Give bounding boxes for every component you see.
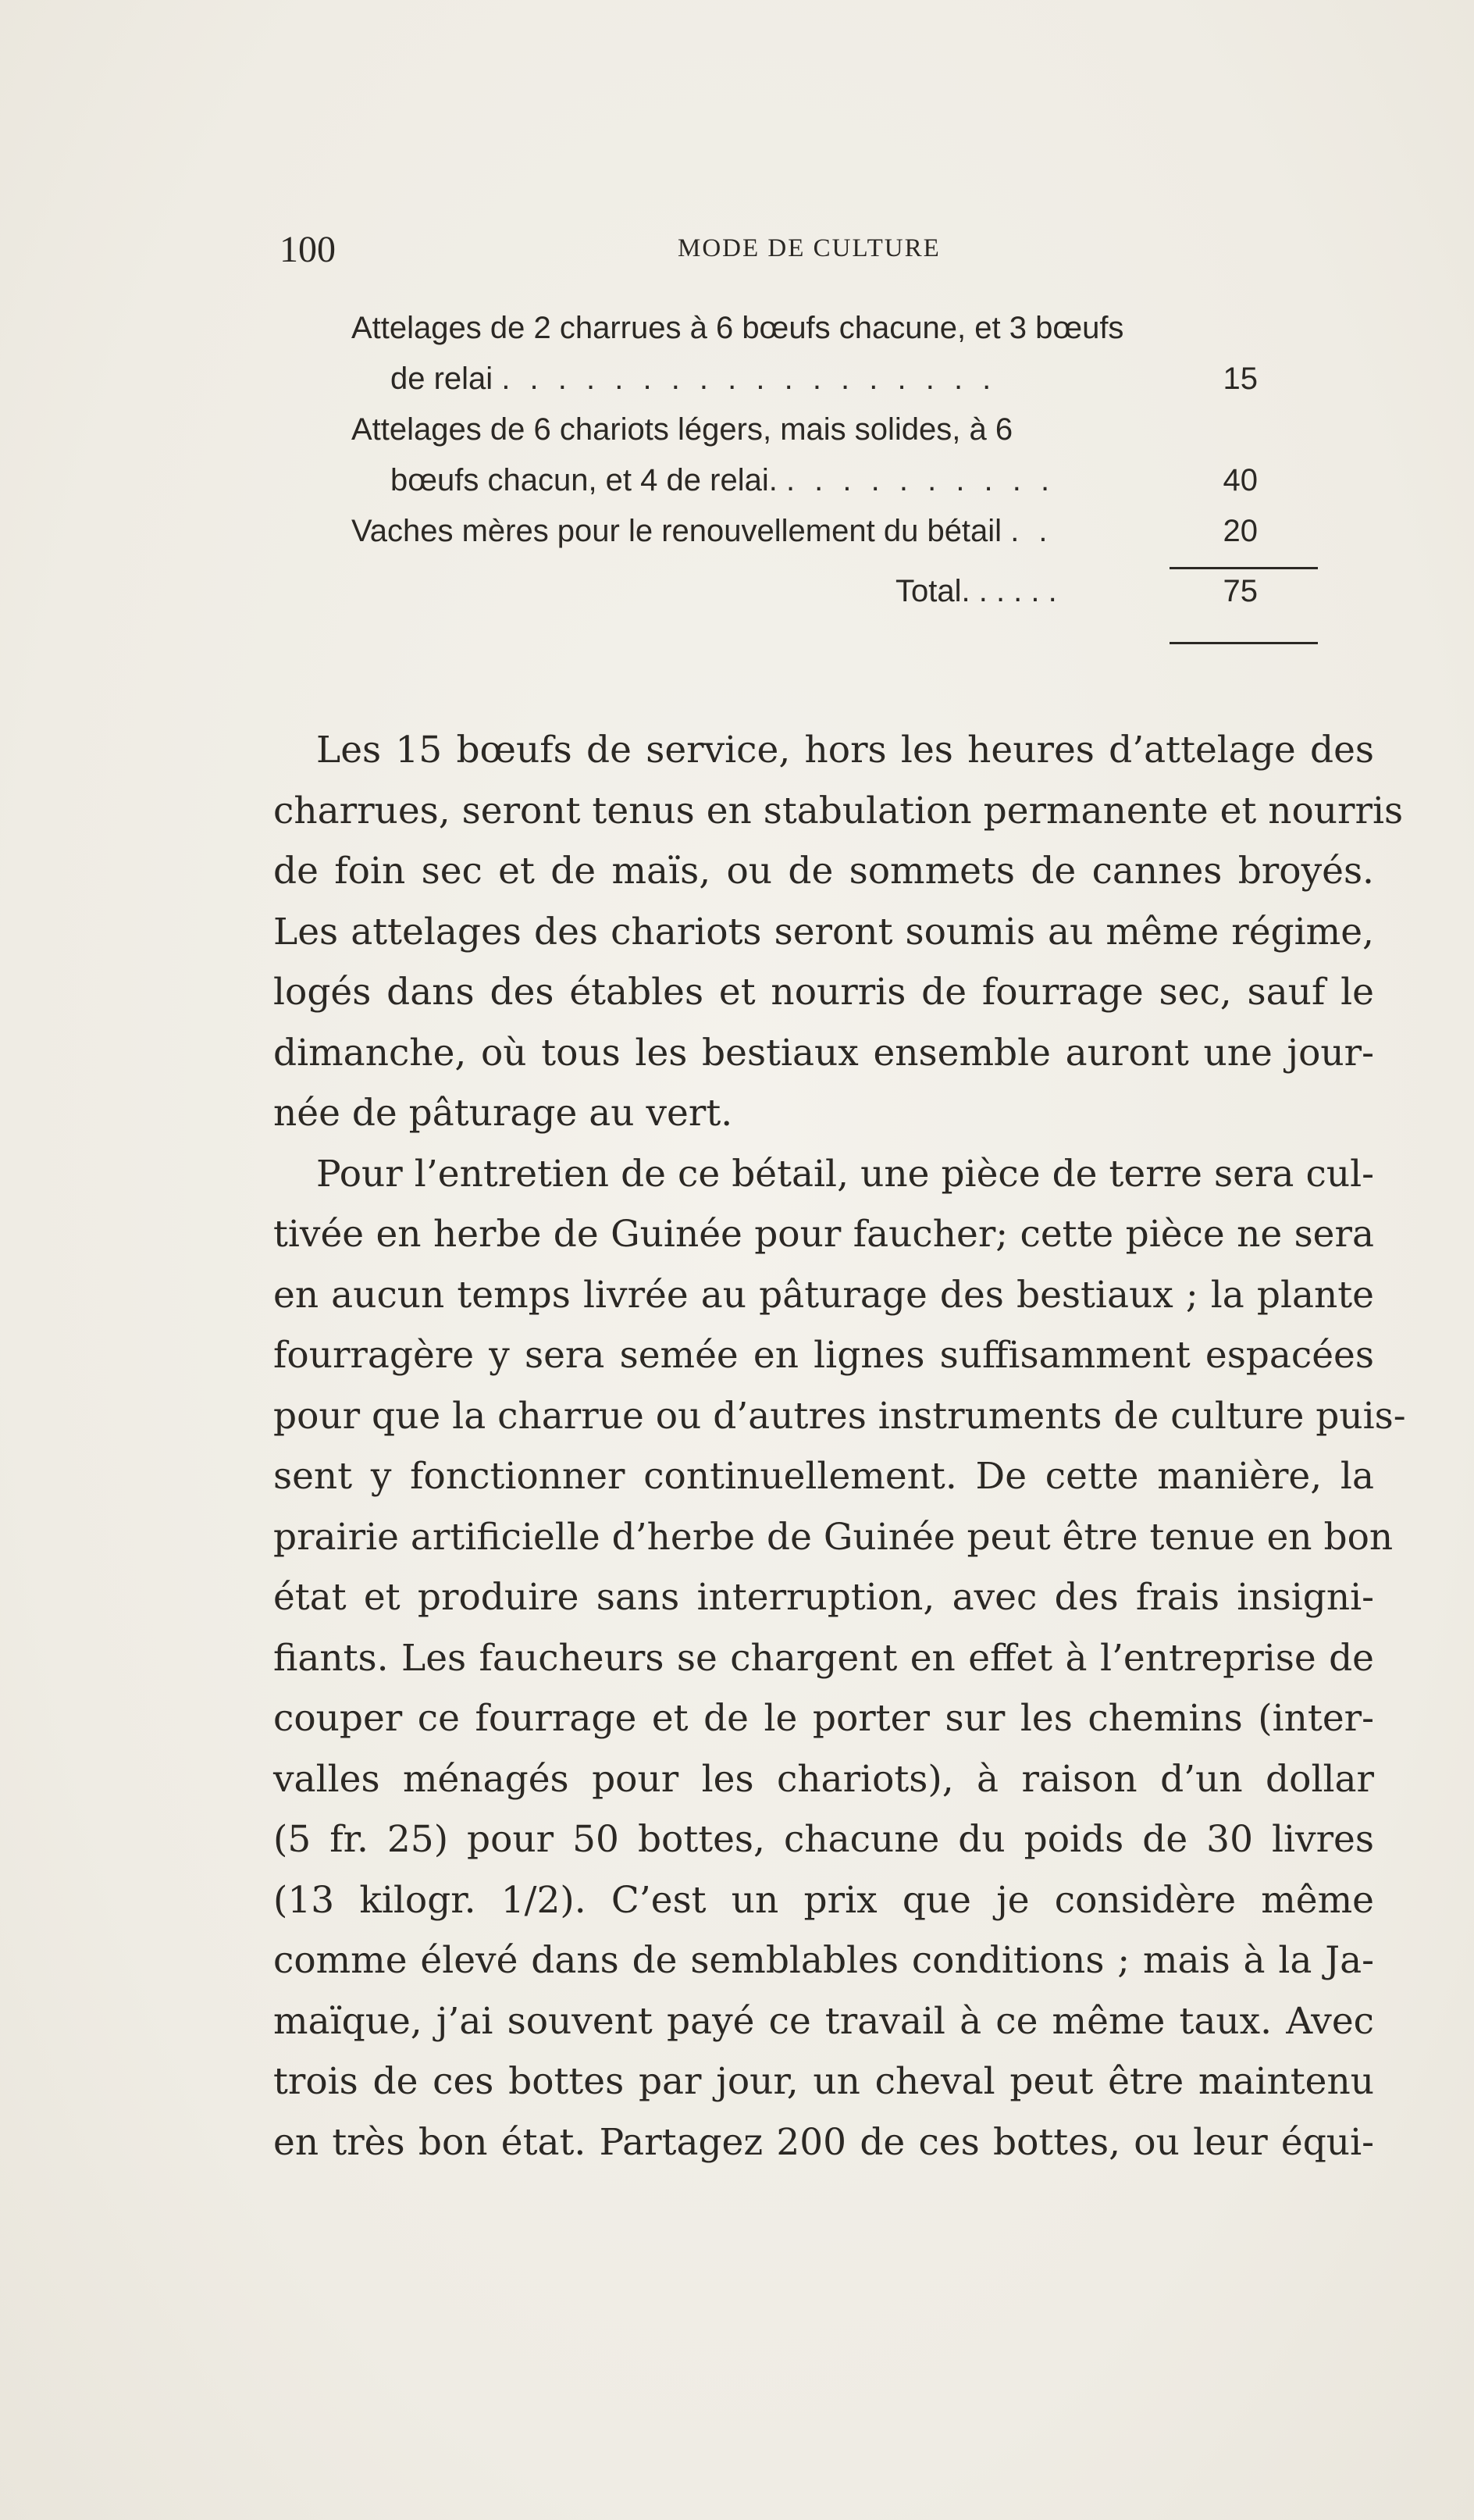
paragraph-line: tivée en herbe de Guinée pour faucher; cette pièce ne sera [273,1213,1374,1256]
table-row-quantity: 40 [1223,463,1258,497]
paragraph-line: sent y fonctionner continuellement. De cette manière, la [273,1455,1374,1498]
paragraph-line: dimanche, où tous les bestiaux ensemble auront une jour- [273,1031,1374,1075]
table-row-text: bœufs chacun, et 4 de relai. [390,463,778,497]
paragraph-line: logés dans des étables et nourris de fourrage sec, sauf le [273,971,1374,1014]
table-row [351,405,1319,506]
paragraph-line: maïque, j’ai souvent payé ce travail à ce même taux. Avec [273,1999,1374,2043]
total-underline [1170,642,1318,644]
table-row-text: Attelages de 6 chariots légers, mais solides, à 6 [351,412,1013,447]
paragraph-line: pour que la charrue ou d’autres instruments de culture puis- [273,1394,1406,1438]
table-row-text-single [351,506,1319,557]
paragraph-line: en aucun temps livrée au pâturage des bestiaux ; la plante [273,1273,1374,1317]
table-row-text: Vaches mères pour le renouvellement du bétail [351,514,1002,548]
dot-leader: . . . . . . . . . . . . . . . . . . [501,362,997,396]
table-row-text: Attelages de 2 charrues à 6 bœufs chacune, et 3 bœufs [351,311,1124,345]
livestock-table [351,303,1319,621]
paragraph-line: en très bon état. Partagez 200 de ces bottes, ou leur équi- [273,2120,1374,2164]
table-row-text-continued [351,455,1319,506]
table-row [351,303,1319,405]
total-quantity: 75 [1223,574,1258,608]
paragraph-line: comme élevé dans de semblables conditions ; mais à la Ja- [273,1939,1374,1982]
table-row-quantity: 20 [1223,514,1258,548]
total-row [351,566,1319,621]
page-number: 100 [279,229,336,270]
paragraph-line: (13 kilogr. 1/2). C’est un prix que je considère même [273,1878,1374,1922]
running-title: MODE DE CULTURE [678,234,941,262]
paragraph-line: (5 fr. 25) pour 50 bottes, chacune du poids de 30 livres [273,1818,1374,1861]
paragraph-line: fourragère y sera semée en lignes suffisamment espacées [273,1334,1374,1377]
paragraph-line: charrues, seront tenus en stabulation permanente et nourris [273,789,1404,832]
paragraph-line: prairie artificielle d’herbe de Guinée peut être tenue en bon [273,1515,1394,1559]
body-paragraphs [273,720,1406,2172]
table-row [351,506,1319,557]
dot-leader: . . . . . . . . . . [785,463,1056,497]
paragraph-line: état et produire sans interruption, avec des frais insigni- [273,1576,1374,1619]
dot-leader: . . [1010,514,1053,548]
paragraph-line: couper ce fourrage et de le porter sur les chemins (inter- [273,1697,1374,1740]
table-row-text: de relai [390,362,493,396]
paragraph-line: Les 15 bœufs de service, hors les heures d’attelage des [316,729,1374,772]
running-head [279,228,1318,275]
table-row-text-continued [351,354,1319,405]
paragraph-line: valles ménagés pour les chariots), à raison d’un dollar [273,1757,1374,1801]
table-row-quantity: 15 [1223,362,1258,396]
paragraph-line: de foin sec et de maïs, ou de sommets de cannes broyés. [273,850,1374,893]
paragraph-line: Les attelages des chariots seront soumis au même régime, [273,910,1374,953]
total-label: Total. . . . . . [895,574,1057,608]
paragraph-line: Pour l’entretien de ce bétail, une pièce de terre sera cul- [316,1152,1374,1196]
paragraph-line: née de pâturage au vert. [273,1092,733,1135]
paragraph-line: trois de ces bottes par jour, un cheval peut être maintenu [273,2060,1374,2103]
paragraph-line: fiants. Les faucheurs se chargent en effet à l’entreprise de [273,1636,1374,1680]
